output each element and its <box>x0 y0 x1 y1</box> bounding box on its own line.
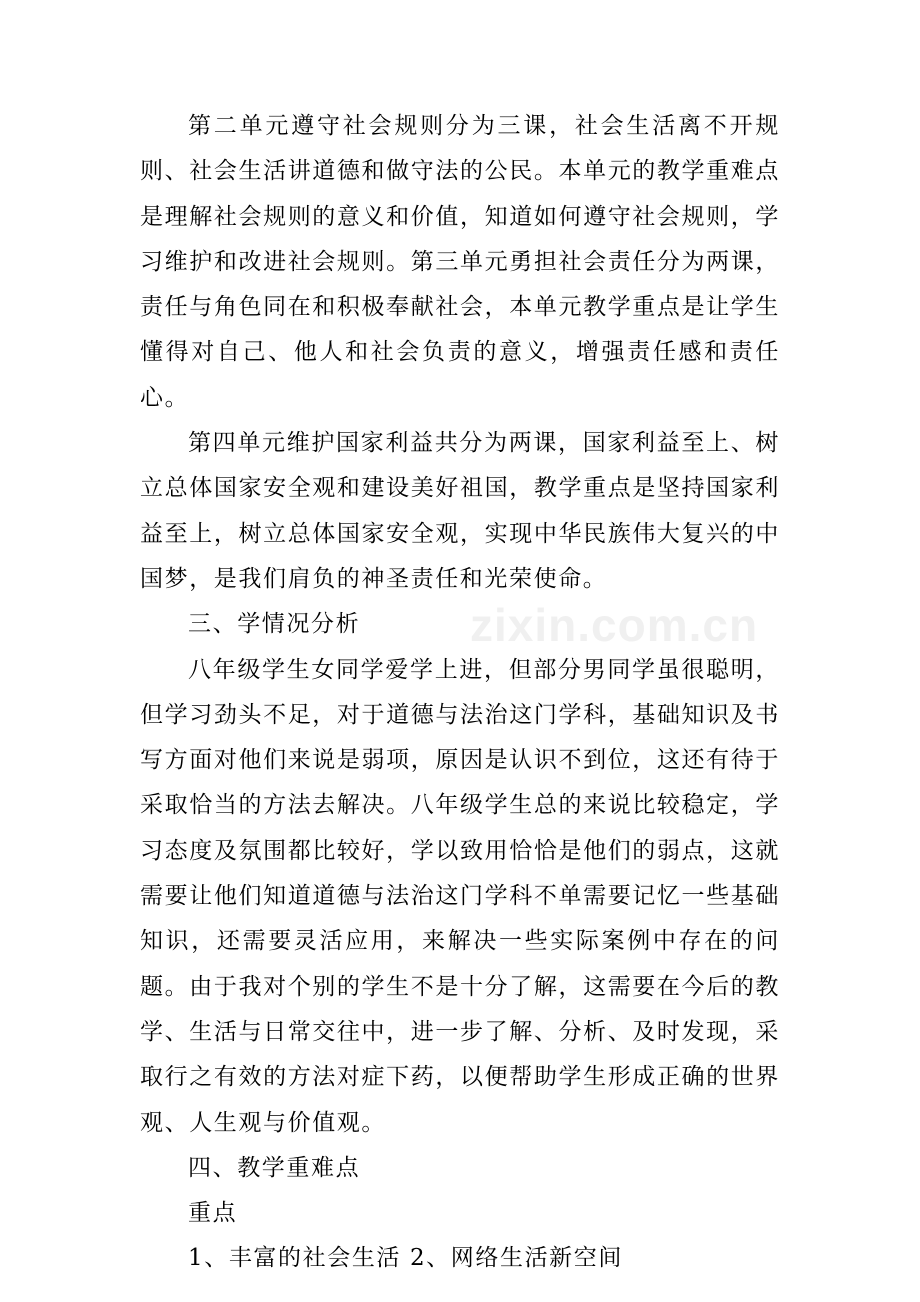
paragraph-unit-four: 第四单元维护国家利益共分为两课，国家利益至上、树立总体国家安全观和建设美好祖国，教学重点是坚持国家利益至上，树立总体国家安全观，实现中华民族伟大复兴的中国梦，是我们肩负的神圣责任和光荣使命。 <box>140 430 780 592</box>
heading-key-difficulties: 四、教学重难点 <box>188 1154 361 1181</box>
paragraph-unit-two-three: 第二单元遵守社会规则分为三课，社会生活离不开规则、社会生活讲道德和做守法的公民。本单元的教学重难点是理解社会规则的意义和价值，知道如何遵守社会规则，学习维护和改进社会规则。第三单元勇担社会责任分为两课，责任与角色同在和积极奉献社会，本单元教学重点是让学生懂得对自己、他人和社会负责的意义，增强责任感和责任心。 <box>140 113 780 411</box>
watermark: zixin.com.cn <box>470 599 759 651</box>
paragraph-student-analysis: 八年级学生女同学爱学上进，但部分男同学虽很聪明，但学习劲头不足，对于道德与法治这门学科，基础知识及书写方面对他们来说是弱项，原因是认识不到位，这还有待于采取恰当的方法去解决。八年级学生总的来说比较稳定，学习态度及氛围都比较好，学以致用恰恰是他们的弱点，这就需要让他们知道道德与法治这门学科不单需要记忆一些基础知识，还需要灵活应用，来解决一些实际案例中存在的问题。由于我对个别的学生不是十分了解，这需要在今后的教学、生活与日常交往中，进一步了解、分析、及时发现，采取行之有效的方法对症下药，以便帮助学生形成正确的世界观、人生观与价值观。 <box>140 656 780 1136</box>
heading-student-analysis: 三、学情况分析 <box>188 611 361 638</box>
heading-key-points: 重点 <box>188 1200 238 1227</box>
list-key-points: 1、丰富的社会生活 2、网络生活新空间 <box>188 1245 623 1272</box>
document-body <box>140 104 780 1282</box>
